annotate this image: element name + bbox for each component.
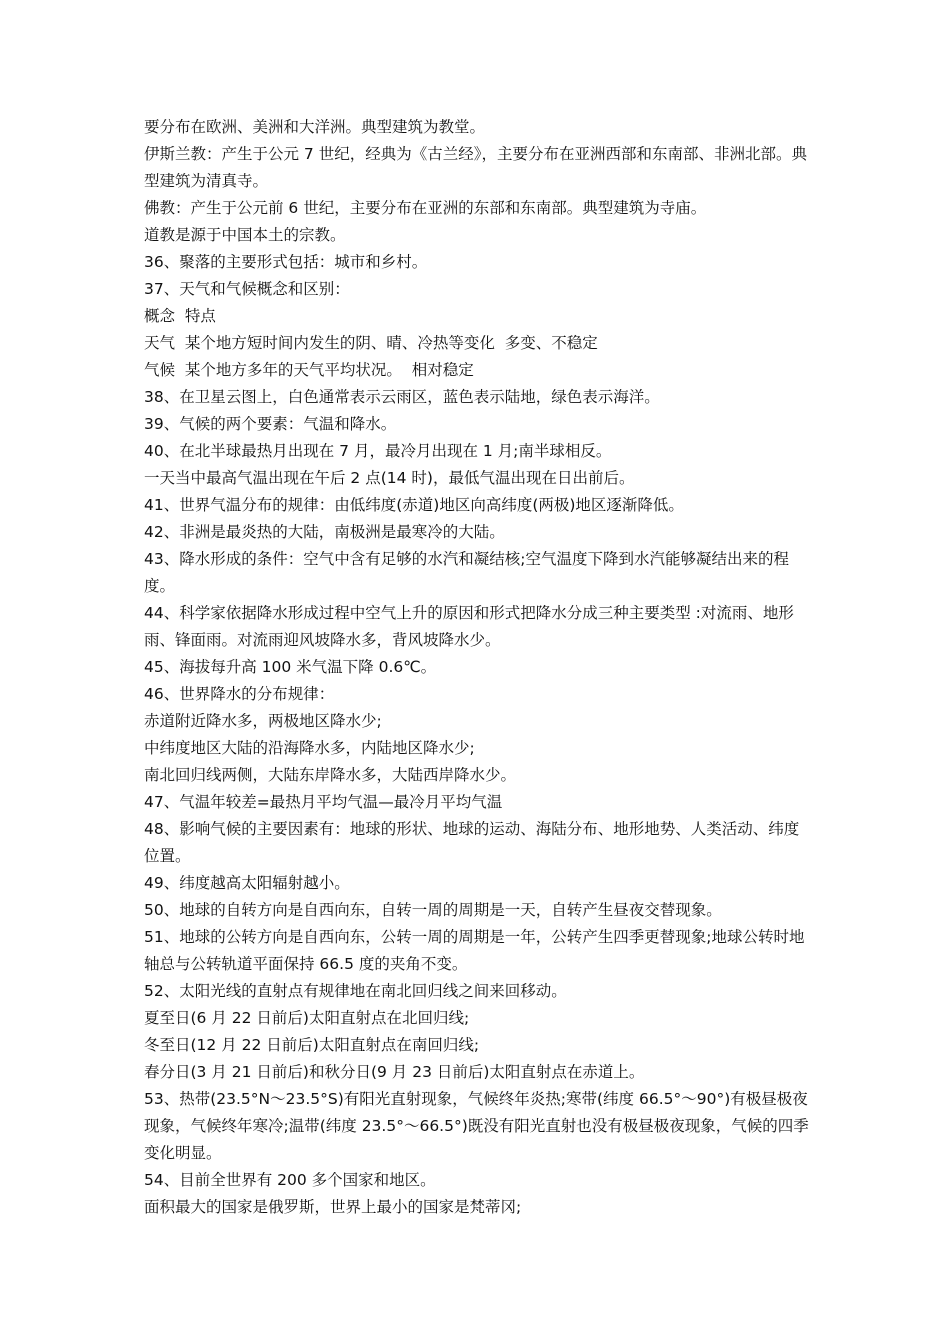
text-line: 气候 某个地方多年的天气平均状况。 相对稳定 (144, 361, 474, 379)
text-line: 一天当中最高气温出现在午后 2 点(14 时)，最低气温出现在日出前后。 (144, 469, 635, 487)
text-line: 40、在北半球最热月出现在 7 月，最冷月出现在 1 月;南半球相反。 (144, 442, 612, 460)
text-line: 51、地球的公转方向是自西向东，公转一周的周期是一年，公转产生四季更替现象;地球公转时地轴总与公转轨道平面保持 66.5 度的夹角不变。 (144, 928, 805, 973)
text-line: 伊斯兰教：产生于公元 7 世纪，经典为《古兰经》，主要分布在亚洲西部和东南部、非洲北部。典型建筑为清真寺。 (144, 145, 807, 190)
text-line: 50、地球的自转方向是自西向东，自转一周的周期是一天，自转产生昼夜交替现象。 (144, 901, 722, 919)
text-line: 面积最大的国家是俄罗斯，世界上最小的国家是梵蒂冈; (144, 1198, 522, 1216)
text-line: 45、海拔每升高 100 米气温下降 0.6℃。 (144, 658, 437, 676)
text-line: 48、影响气候的主要因素有：地球的形状、地球的运动、海陆分布、地形地势、人类活动、纬度位置。 (144, 820, 800, 865)
text-line: 44、科学家依据降水形成过程中空气上升的原因和形式把降水分成三种主要类型 :对流雨、地形雨、锋面雨。对流雨迎风坡降水多，背风坡降水少。 (144, 604, 794, 649)
text-line: 39、气候的两个要素：气温和降水。 (144, 415, 397, 433)
text-line: 概念 特点 (144, 307, 216, 325)
text-line: 春分日(3 月 21 日前后)和秋分日(9 月 23 日前后)太阳直射点在赤道上。 (144, 1063, 645, 1081)
text-line: 要分布在欧洲、美洲和大洋洲。典型建筑为教堂。 (144, 118, 486, 136)
text-line: 赤道附近降水多，两极地区降水少; (144, 712, 382, 730)
text-line: 中纬度地区大陆的沿海降水多，内陆地区降水少; (144, 739, 475, 757)
text-line: 天气 某个地方短时间内发生的阴、晴、冷热等变化 多变、不稳定 (144, 334, 598, 352)
text-line: 46、世界降水的分布规律： (144, 685, 335, 703)
text-line: 36、聚落的主要形式包括：城市和乡村。 (144, 253, 428, 271)
text-line: 54、目前全世界有 200 多个国家和地区。 (144, 1171, 436, 1189)
text-line: 43、降水形成的条件：空气中含有足够的水汽和凝结核;空气温度下降到水汽能够凝结出来的程度。 (144, 550, 789, 595)
text-line: 38、在卫星云图上，白色通常表示云雨区，蓝色表示陆地，绿色表示海洋。 (144, 388, 660, 406)
text-line: 49、纬度越高太阳辐射越小。 (144, 874, 350, 892)
text-line: 53、热带(23.5°N～23.5°S)有阳光直射现象，气候终年炎热;寒带(纬度 66.5°～90°)有极昼极夜现象，气候终年寒冷;温带(纬度 23.5°～66.5°)既没有阳光直射也没有极昼极夜现象，气候的四季变化明显。 (144, 1090, 809, 1162)
text-line: 42、非洲是最炎热的大陆，南极洲是最寒冷的大陆。 (144, 523, 505, 541)
text-line: 37、天气和气候概念和区别： (144, 280, 350, 298)
text-line: 夏至日(6 月 22 日前后)太阳直射点在北回归线; (144, 1009, 470, 1027)
document-body (144, 114, 810, 1221)
text-line: 41、世界气温分布的规律：由低纬度(赤道)地区向高纬度(两极)地区逐渐降低。 (144, 496, 684, 514)
text-line: 南北回归线两侧，大陆东岸降水多，大陆西岸降水少。 (144, 766, 517, 784)
text-line: 道教是源于中国本土的宗教。 (144, 226, 346, 244)
text-line: 佛教：产生于公元前 6 世纪，主要分布在亚洲的东部和东南部。典型建筑为寺庙。 (144, 199, 707, 217)
text-line: 47、气温年较差=最热月平均气温—最冷月平均气温 (144, 793, 503, 811)
text-line: 52、太阳光线的直射点有规律地在南北回归线之间来回移动。 (144, 982, 567, 1000)
text-line: 冬至日(12 月 22 日前后)太阳直射点在南回归线; (144, 1036, 480, 1054)
